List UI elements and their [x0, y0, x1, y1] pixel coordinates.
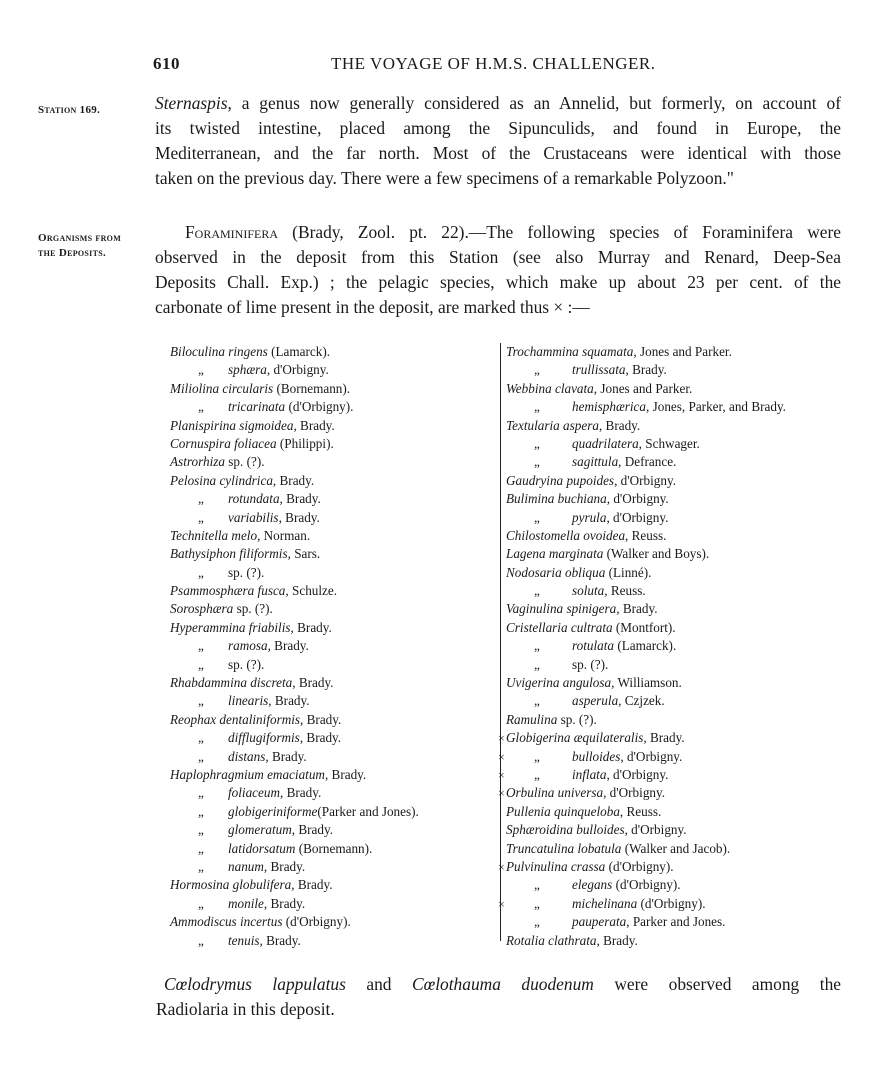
species-authority: , Brady.: [290, 619, 332, 635]
species-entry: [506, 398, 846, 416]
ditto-mark: „: [198, 638, 204, 654]
species-name: tricarinata: [228, 399, 286, 415]
species-authority: sp. (?).: [228, 656, 265, 672]
species-entry: [170, 656, 495, 674]
species-entry: [170, 821, 495, 839]
species-authority: (Montfort).: [612, 619, 676, 635]
sidenote-organisms-line1: Organisms from: [38, 232, 122, 244]
species-authority: , Jones and Parker.: [633, 344, 732, 359]
species-entry: [170, 637, 495, 655]
final-text: and: [345, 974, 412, 994]
species-entry: [506, 527, 846, 545]
species-entry: [506, 600, 846, 618]
ditto-mark: „: [534, 693, 540, 709]
species-authority: sp. (?).: [224, 454, 265, 470]
species-authority: , Czjzek.: [618, 693, 665, 709]
species-name: Cornuspira foliacea: [170, 435, 277, 451]
species-entry: [506, 821, 846, 839]
para1-line: its twisted intestine, placed among the Sipunculids, and found in Europe, the: [155, 118, 841, 138]
species-name: Truncatulina lobatula: [506, 840, 622, 856]
species-name: Hormosina globulifera: [170, 877, 292, 893]
para1-text: , a genus now generally considered as an Annelid, but formerly, on account of: [227, 93, 841, 113]
species-authority: , Brady.: [263, 895, 306, 911]
species-authority: (Linné).: [605, 564, 652, 580]
species-entry: [506, 619, 846, 637]
species-authority: (d'Orbigny).: [612, 877, 681, 893]
para2-line: observed in the deposit from this Station (see also Murray and Renard, Deep-Sea: [155, 247, 841, 267]
species-name: Cœlodrymus lappulatus: [164, 974, 346, 994]
ditto-mark: „: [198, 748, 204, 764]
species-authority: (d'Orbigny).: [605, 858, 674, 874]
species-authority: , Brady.: [625, 362, 667, 378]
species-authority: , Reuss.: [619, 803, 662, 819]
species-name: pyrula: [572, 509, 607, 525]
species-entry: [506, 417, 846, 435]
species-entry: [498, 895, 846, 913]
final-text: were observed among the: [593, 974, 842, 994]
ditto-mark: „: [534, 583, 540, 599]
sidenote-organisms: [38, 231, 148, 261]
ditto-mark: „: [198, 822, 204, 838]
species-name: Gaudryina pupoides: [506, 472, 615, 488]
species-entry: [506, 692, 846, 710]
species-entry: [170, 361, 495, 379]
species-name: Pullenia quinqueloba: [506, 803, 620, 819]
species-name: difflugiformis: [228, 730, 300, 746]
species-entry: [506, 637, 846, 655]
species-authority: , d'Orbigny.: [606, 766, 669, 782]
species-name: Lagena marginata: [506, 546, 604, 562]
final-line: Radiolaria in this deposit.: [156, 999, 335, 1019]
species-name: quadrilatera: [572, 435, 639, 451]
ditto-mark: „: [534, 638, 540, 654]
species-authority: (Lamarck).: [267, 344, 331, 359]
species-entry: [506, 453, 846, 471]
species-name: pauperata: [572, 914, 627, 930]
species-entry: [506, 913, 846, 931]
species-entry: [498, 748, 846, 766]
species-name: foliaceum: [228, 785, 281, 801]
species-name: Pulvinulina crassa: [506, 858, 606, 874]
sidenote-station-text: Station 169.: [38, 104, 101, 116]
ditto-mark: „: [198, 564, 204, 580]
species-name: sagittula: [572, 454, 619, 470]
species-authority: , Brady.: [278, 509, 320, 525]
genus-name: Sternaspis: [155, 93, 228, 113]
para1-line: [155, 91, 841, 116]
species-name: tenuis: [228, 932, 260, 948]
species-entry: [506, 490, 846, 508]
species-authority: , d'Orbigny.: [614, 472, 677, 488]
species-name: distans: [228, 748, 266, 764]
species-entry: [506, 380, 846, 398]
species-list-left: [170, 343, 495, 950]
species-authority: , Brady.: [291, 822, 334, 838]
ditto-mark: „: [198, 803, 204, 819]
species-name: rotundata: [228, 491, 280, 507]
species-authority: , Jones, Parker, and Brady.: [646, 399, 786, 415]
species-authority: , Brady.: [263, 858, 306, 874]
species-authority: (Philippi).: [276, 435, 334, 451]
ditto-mark: „: [198, 509, 204, 525]
species-authority: sp. (?).: [557, 711, 597, 727]
ditto-mark: „: [534, 509, 540, 525]
species-name: Miliolina circularis: [170, 380, 274, 396]
species-authority: , Brady.: [324, 766, 367, 782]
species-name: Uvigerina angulosa: [506, 675, 612, 691]
para2-text: (Brady, Zool. pt. 22).—The following species of Foraminifera were: [278, 222, 841, 242]
ditto-mark: „: [198, 932, 204, 948]
species-authority: , Williamson.: [611, 675, 682, 691]
ditto-mark: „: [198, 895, 204, 911]
species-name: elegans: [572, 877, 613, 893]
species-entry: [506, 803, 846, 821]
species-name: glomeratum: [228, 822, 292, 838]
species-name: hemisphærica: [572, 399, 646, 415]
paragraph-sternaspis: [155, 91, 841, 191]
species-name: Ammodiscus incertus: [170, 914, 283, 930]
running-title: THE VOYAGE OF H.M.S. CHALLENGER.: [331, 54, 656, 73]
species-authority: (Parker and Jones).: [317, 803, 419, 819]
species-name: Ramulina: [506, 711, 558, 727]
species-name: Rhabdammina discreta: [170, 675, 293, 691]
ditto-mark: „: [198, 399, 204, 415]
ditto-mark: „: [198, 362, 204, 378]
species-authority: , d'Orbigny.: [606, 491, 669, 507]
species-lists: [170, 343, 850, 948]
species-entry: [506, 711, 846, 729]
species-entry: [170, 766, 495, 784]
species-name: Bulimina buchiana: [506, 491, 607, 507]
species-entry: [170, 490, 495, 508]
ditto-mark: „: [198, 840, 204, 856]
species-entry: [506, 472, 846, 490]
species-entry: [506, 361, 846, 379]
species-authority: (d'Orbigny).: [282, 914, 351, 930]
species-name: Rotalia clathrata: [506, 932, 597, 948]
species-entry: [506, 840, 846, 858]
species-name: Sorosphæra: [170, 601, 234, 617]
species-name: Planispirina sigmoidea: [170, 417, 294, 433]
species-name: Bathysiphon filiformis: [170, 546, 288, 562]
species-authority: , d'Orbigny.: [620, 748, 683, 764]
species-name: Reophax dentaliniformis: [170, 711, 301, 727]
species-entry: [506, 509, 846, 527]
final-line: [164, 972, 841, 997]
species-entry: [170, 398, 495, 416]
sidenote-organisms-line2: the Deposits.: [38, 247, 107, 259]
species-authority: , Brady.: [299, 730, 342, 746]
page-number: 610: [153, 54, 180, 73]
ditto-mark: „: [198, 730, 204, 746]
species-name: Astrorhiza: [170, 454, 225, 470]
species-authority: (d'Orbigny).: [637, 895, 706, 911]
ditto-mark: „: [534, 895, 540, 911]
species-authority: , d'Orbigny.: [624, 822, 687, 838]
species-entry: [170, 932, 495, 950]
species-authority: sp. (?).: [572, 656, 609, 672]
species-entry: [170, 380, 495, 398]
species-entry: [170, 582, 495, 600]
species-authority: sp. (?).: [228, 564, 265, 580]
species-name: Orbulina universa: [506, 785, 604, 801]
species-name: inflata: [572, 766, 607, 782]
species-authority: , Brady.: [598, 417, 641, 433]
species-entry: [506, 656, 846, 674]
ditto-mark: „: [534, 877, 540, 893]
pelagic-mark: ×: [498, 786, 505, 801]
species-name: Psammosphæra fusca: [170, 583, 286, 599]
species-authority: , Brady.: [292, 675, 334, 691]
species-entry: [170, 417, 495, 435]
species-entry: [506, 876, 846, 894]
ditto-mark: „: [198, 656, 204, 672]
species-entry: [170, 711, 495, 729]
species-entry: [170, 858, 495, 876]
species-name: Cœlothauma duodenum: [412, 974, 594, 994]
species-authority: (Lamarck).: [614, 638, 677, 654]
species-entry: [170, 619, 495, 637]
species-entry: [170, 840, 495, 858]
species-name: globigeriniforme: [228, 803, 318, 819]
species-entry: [506, 674, 846, 692]
species-name: Textularia aspera: [506, 417, 599, 433]
page-header: [153, 54, 656, 74]
species-name: linearis: [228, 693, 269, 709]
paragraph-radiolaria: [156, 972, 842, 1022]
species-name: Trochammina squamata: [506, 344, 634, 359]
species-authority: , Brady.: [291, 877, 333, 893]
species-entry: [506, 435, 846, 453]
species-name: Hyperammina friabilis: [170, 619, 291, 635]
species-authority: sp. (?).: [233, 601, 273, 617]
ditto-mark: „: [534, 362, 540, 378]
species-name: variabilis: [228, 509, 279, 525]
species-entry: [170, 435, 495, 453]
species-entry: [170, 564, 495, 582]
species-authority: , d'Orbigny.: [606, 509, 669, 525]
species-name: Sphæroidina bulloides: [506, 822, 625, 838]
species-name: Technitella melo: [170, 527, 258, 543]
species-name: latidorsatum: [228, 840, 296, 856]
species-authority: , Brady.: [300, 711, 342, 727]
species-authority: , d'Orbigny.: [603, 785, 666, 801]
species-entry: [498, 784, 846, 802]
species-authority: , Defrance.: [618, 454, 677, 470]
species-name: ramosa: [228, 638, 268, 654]
species-entry: [498, 766, 846, 784]
paragraph-foraminifera: [155, 220, 841, 320]
species-entry: [506, 545, 846, 563]
species-authority: , Brady.: [279, 491, 321, 507]
species-name: Haplophragmium emaciatum: [170, 766, 325, 782]
ditto-mark: „: [198, 693, 204, 709]
pelagic-mark: ×: [498, 896, 505, 911]
species-entry: [170, 748, 495, 766]
species-entry: [170, 600, 495, 618]
species-name: Nodosaria obliqua: [506, 564, 606, 580]
species-authority: , Brady.: [596, 932, 638, 948]
para2-line: [155, 220, 841, 245]
ditto-mark: „: [534, 435, 540, 451]
species-name: Chilostomella ovoidea: [506, 527, 626, 543]
pelagic-mark: ×: [498, 749, 505, 764]
species-authority: , Reuss.: [604, 583, 646, 599]
ditto-mark: „: [534, 656, 540, 672]
species-authority: , Parker and Jones.: [626, 914, 726, 930]
pelagic-mark: ×: [498, 731, 505, 746]
species-authority: , Brady.: [268, 693, 310, 709]
species-entry: [170, 453, 495, 471]
ditto-mark: „: [534, 454, 540, 470]
ditto-mark: „: [534, 399, 540, 415]
species-authority: (Walker and Jacob).: [621, 840, 731, 856]
pelagic-mark: ×: [498, 767, 505, 782]
species-entry: [170, 803, 495, 821]
species-name: rotulata: [572, 638, 615, 654]
ditto-mark: „: [198, 785, 204, 801]
species-authority: , Brady.: [643, 730, 685, 746]
sidenote-station: [38, 103, 148, 118]
species-authority: , Schulze.: [285, 583, 338, 599]
species-authority: (Bornemann).: [295, 840, 373, 856]
species-authority: (Walker and Boys).: [603, 546, 710, 562]
species-authority: , Brady.: [267, 638, 309, 654]
species-authority: , Brady.: [280, 785, 322, 801]
species-entry: [170, 729, 495, 747]
species-entry: [170, 895, 495, 913]
species-authority: (Bornemann).: [273, 380, 351, 396]
species-authority: , Brady.: [293, 417, 335, 433]
species-authority: (d'Orbigny).: [285, 399, 354, 415]
species-authority: , Brady.: [265, 748, 307, 764]
species-authority: , Brady.: [616, 601, 658, 617]
species-entry: [170, 876, 495, 894]
species-name: soluta: [572, 583, 605, 599]
species-name: asperula: [572, 693, 619, 709]
para2-line: carbonate of lime present in the deposit, are marked thus × :—: [155, 297, 590, 317]
species-authority: , Brady.: [259, 932, 301, 948]
species-entry: [170, 472, 495, 490]
species-entry: [170, 784, 495, 802]
species-entry: [170, 674, 495, 692]
species-name: Webbina clavata: [506, 380, 594, 396]
species-name: Biloculina ringens: [170, 344, 268, 359]
species-authority: , Jones and Parker.: [593, 380, 693, 396]
ditto-mark: „: [198, 491, 204, 507]
species-name: Vaginulina spinigera: [506, 601, 617, 617]
species-entry: [506, 932, 846, 950]
species-authority: , Schwager.: [638, 435, 700, 451]
species-authority: , d'Orbigny.: [266, 362, 329, 378]
pelagic-mark: ×: [498, 859, 505, 874]
species-entry: [506, 564, 846, 582]
species-authority: , Brady.: [272, 472, 315, 488]
ditto-mark: „: [534, 766, 540, 782]
section-heading: Foraminifera: [185, 222, 279, 242]
species-list-right: [498, 343, 846, 950]
species-name: Globigerina æquilateralis: [506, 730, 644, 746]
species-authority: , Sars.: [287, 546, 321, 562]
species-entry: [170, 692, 495, 710]
species-entry: [506, 582, 846, 600]
species-authority: , Reuss.: [625, 527, 667, 543]
para1-line: Mediterranean, and the far north. Most of the Crustaceans were identical with those: [155, 143, 841, 163]
species-entry: [170, 527, 495, 545]
species-entry: [498, 858, 846, 876]
species-name: monile: [228, 895, 264, 911]
species-name: Pelosina cylindrica: [170, 472, 273, 488]
species-entry: [170, 343, 495, 361]
ditto-mark: „: [198, 858, 204, 874]
species-entry: [170, 545, 495, 563]
para2-line: Deposits Chall. Exp.) ; the pelagic species, which make up about 23 per cent. of the: [155, 272, 841, 292]
ditto-mark: „: [534, 748, 540, 764]
species-name: Cristellaria cultrata: [506, 619, 613, 635]
species-authority: , Norman.: [257, 527, 311, 543]
species-name: trullissata: [572, 362, 626, 378]
species-name: nanum: [228, 858, 264, 874]
species-entry: [506, 343, 846, 361]
para1-line: taken on the previous day. There were a few specimens of a remarkable Polyzoon.": [155, 168, 734, 188]
species-entry: [170, 509, 495, 527]
species-entry: [498, 729, 846, 747]
species-entry: [170, 913, 495, 931]
ditto-mark: „: [534, 914, 540, 930]
species-name: michelinana: [572, 895, 638, 911]
species-name: bulloides: [572, 748, 621, 764]
column-divider: [500, 343, 501, 941]
species-name: sphæra: [228, 362, 267, 378]
